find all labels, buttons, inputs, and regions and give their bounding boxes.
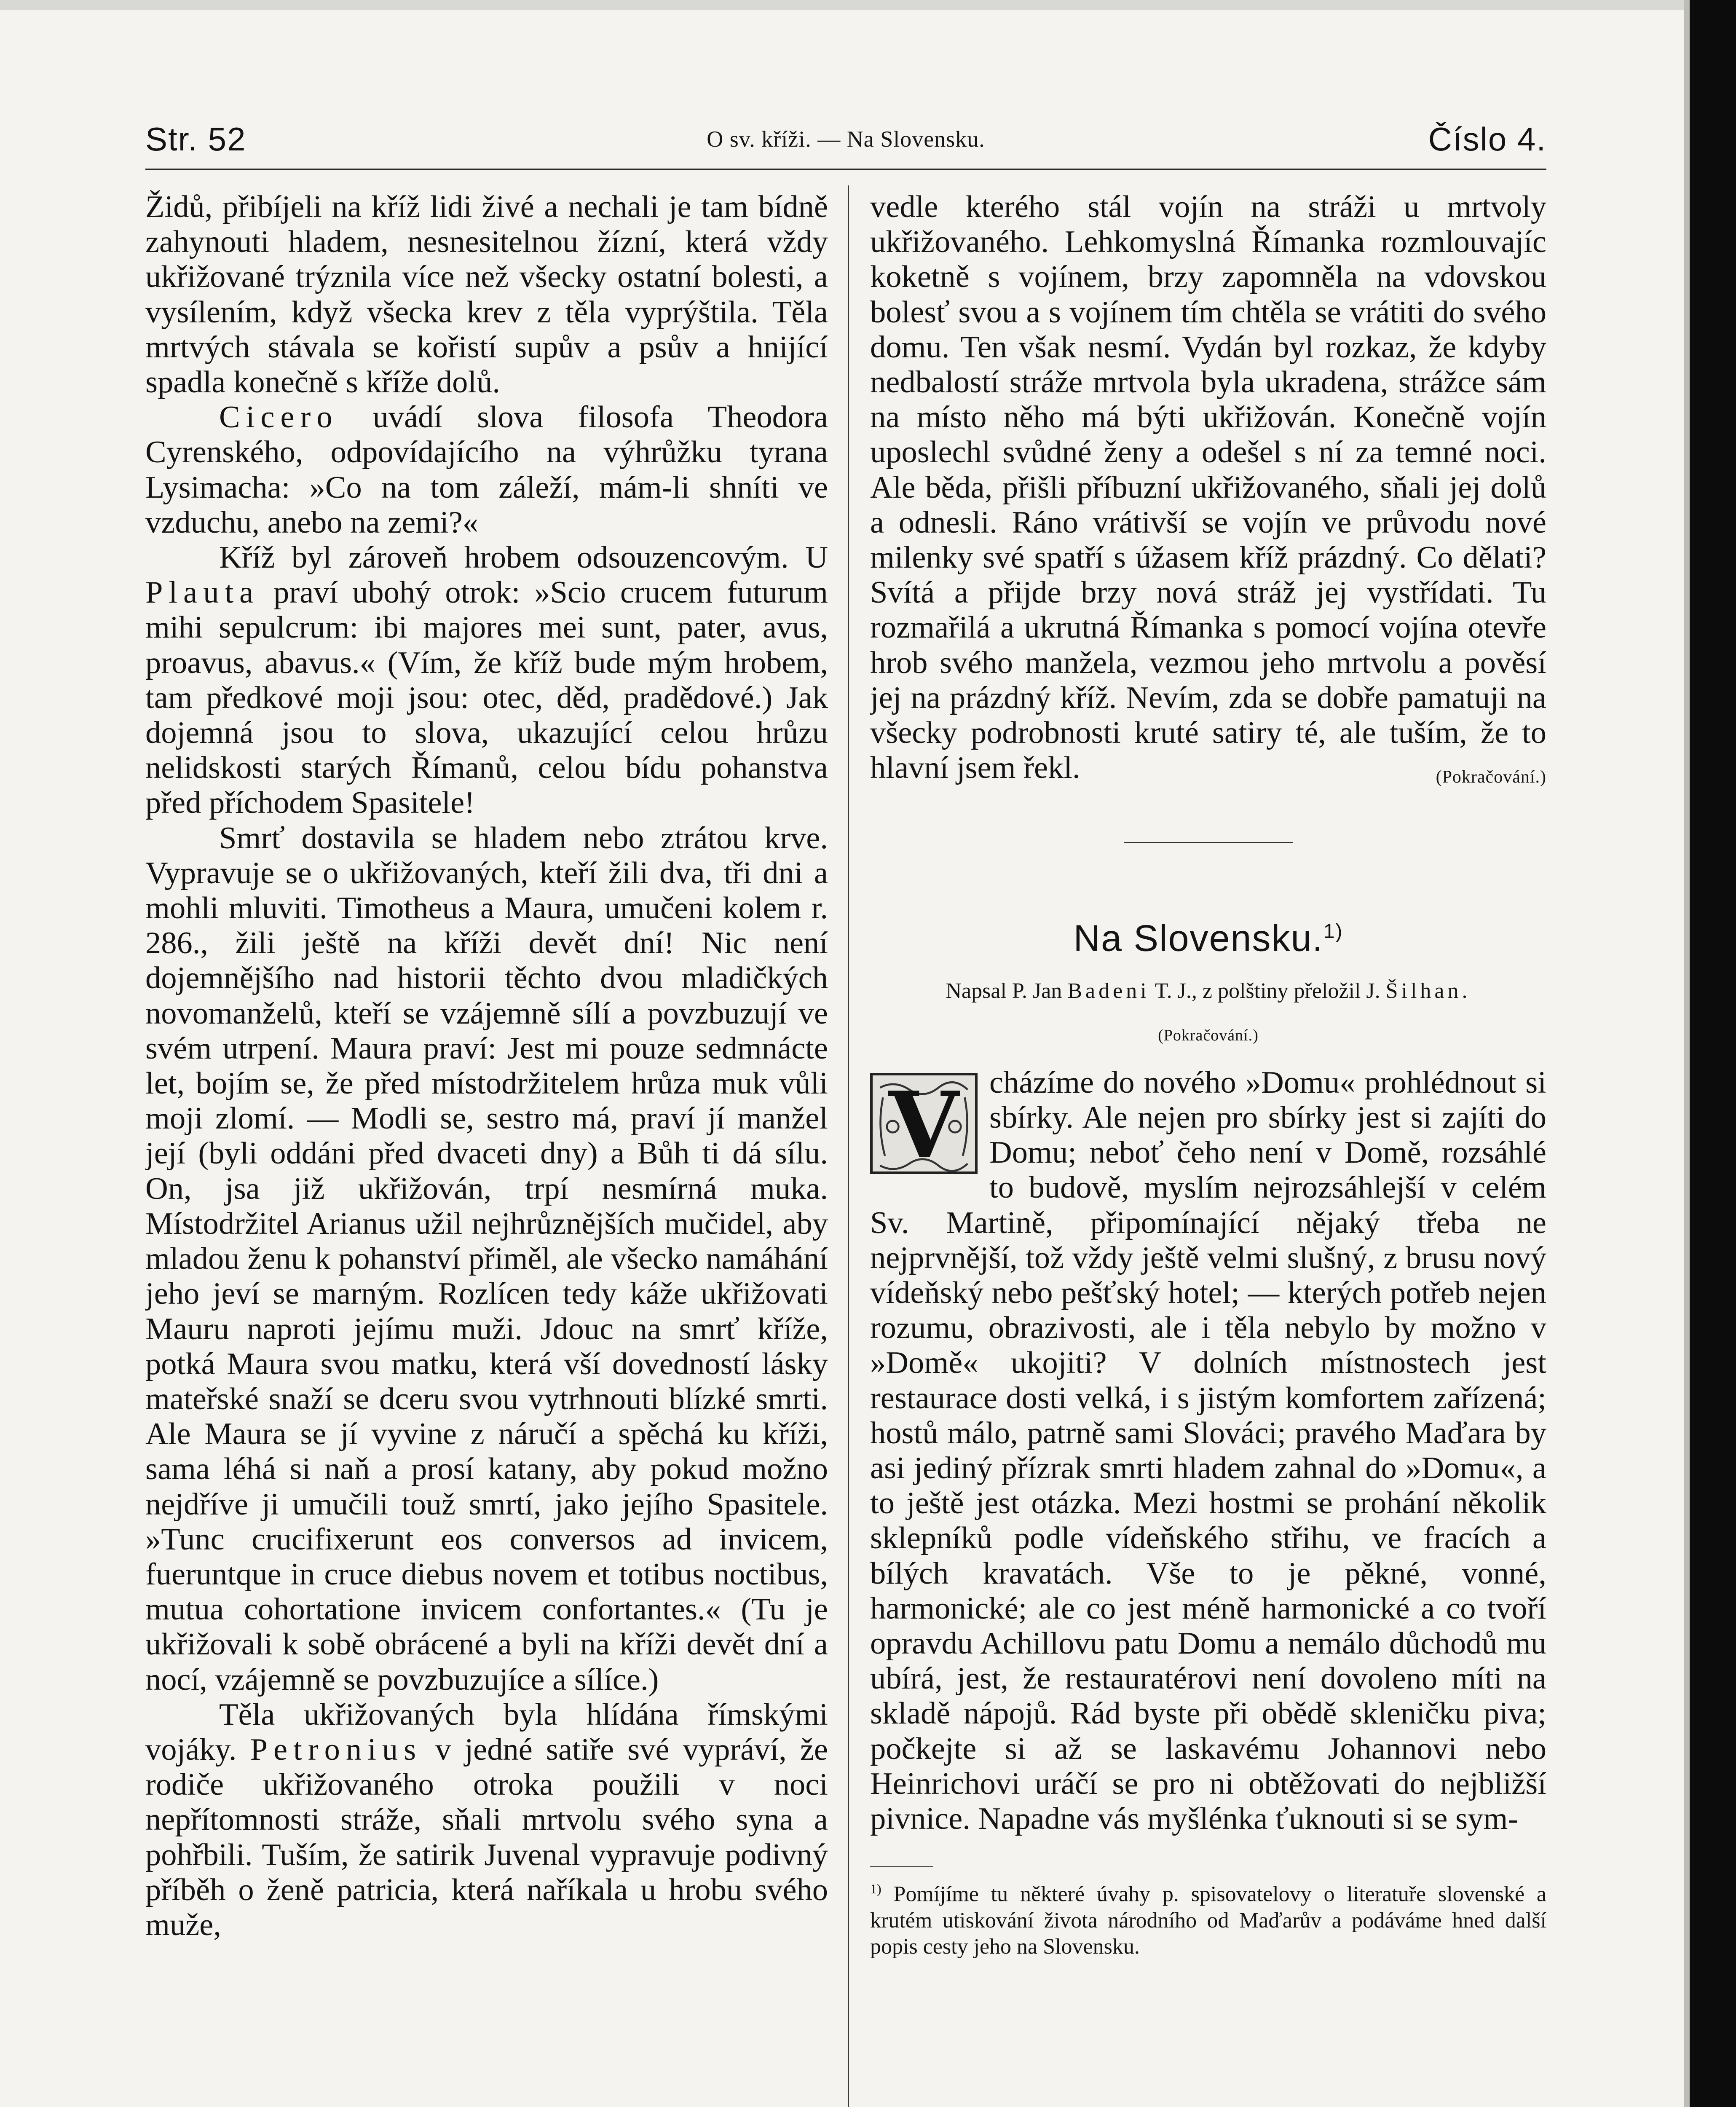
paragraph [145, 190, 828, 400]
spaced-name: Petronius [250, 1732, 422, 1767]
article-body [870, 1065, 1546, 1960]
translator-name: Šilhan. [1385, 978, 1471, 1003]
author-name: Badeni [1067, 978, 1150, 1003]
paragraph-text: praví ubohý otrok: »Scio crucem futurum mihi sepulcrum: ibi majores mei sunt, pater, avus, proavus, abavus.« (Vím, že kříž bude mým hrobem, tam předkové moji jsou: otec, děd, pradědové.) Jak dojemná jsou to slova, ukazující celou hrůzu nelidskosti starých Římanů, celou bídu pohanstva před příchodem Spasitele! [145, 575, 828, 820]
paragraph [145, 400, 828, 540]
page-number: Str. 52 [145, 121, 246, 158]
continued-note: (Pokračování.) [1436, 767, 1546, 787]
paragraph-text: Smrť dostavila se hladem nebo ztrátou krve. Vypravuje se o ukřižovaných, kteří žili dva, tři dni a mohli mluviti. Timotheus a Maura, umučeni kolem r. 286., žili ještě na kříži devět dní! Nic není dojemnějšího nad historii těchto dvou mladičkých novomanželů, kteří se vzájemně sílí a povzbuzují ve svém utrpení. Maura praví: Jest mi pouze sedmnácte let, bojím se, že před místodržitelem hrůza muk vůli moji zlomí. — Modli se, sestro má, praví jí manžel její (byli oddáni před dvaceti dny) a Bůh ti dá sílu. On, jsa již ukřižován, trpí nesmírná muka. Místodržitel Arianus užil nejhrůznějších mučidel, aby mladou ženu k pohanství přiměl, ale všecko namáhání jeho jeví se marným. Rozlícen tedy káže ukřižovati Mauru naproti jejímu muži. Jdouc na smrť kříže, potká Maura svou matku, která vší dovedností lásky mateřské snaží se dceru svou vytrhnouti blízké smrti. Ale Maura se jí vyvine z náručí a spěchá ku kříži, sama léhá si naň a prosí katany, aby pokud možno nejdříve ji umučili touž smrtí, jako jejího Spasitele. »Tunc crucifixerunt eos conversos ad invicem, fueruntque in cruce diebus novem et totibus noctibus, mutua cohortatione invicem confortantes.« (Tu je ukřižovali k sobě obrácené a byli na kříži devět dní a nocí, vzájemně se povzbuzujíce a sílíce.) [145, 820, 828, 1697]
article-title-text: Na Slovensku. [1073, 917, 1323, 959]
page-header [145, 120, 1546, 166]
header-rule [145, 169, 1546, 170]
right-column [870, 190, 1546, 2107]
paragraph-text: jsem řekl. [956, 751, 1080, 785]
paragraph-text: Židů, přibíjeli na kříž lidi živé a nechali je tam bídně zahynouti hladem, nesnesitelnou žízní, která vždy ukřižované trýznila více než všecky ostatní bolesti, a vysílením, když všecka krev z těla vyprýštila. Těla mrtvých stávala se kořistí supův a psův a hnijící spadla konečně s kříže dolů. [145, 190, 828, 400]
footnote-rule [870, 1866, 933, 1867]
scan-dark-border [1690, 0, 1736, 2107]
paragraph [145, 1697, 828, 1943]
scan-top-edge [0, 0, 1736, 10]
spaced-name: Cicero [219, 400, 338, 435]
scan-page-edge [1684, 0, 1690, 2107]
paragraph [870, 1065, 1546, 1836]
left-column [145, 190, 828, 2107]
paragraph-text: Kříž byl zároveň hrobem odsouzencovým. U [219, 540, 828, 575]
column-divider [848, 185, 849, 2107]
ornamental-initial [870, 1071, 978, 1178]
paragraph [145, 821, 828, 1697]
footnote-ref: 1) [1323, 920, 1343, 943]
paragraph-text: Těla ukřižovaných byla hlídána římskými vojáky. [145, 1697, 828, 1767]
byline-text: Napsal P. Jan [946, 978, 1062, 1003]
paragraph [870, 190, 1546, 785]
running-title: O sv. kříži. — Na Slovensku. [707, 126, 985, 152]
footnote-mark: 1) [870, 1881, 881, 1897]
footnote [870, 1876, 1546, 1960]
byline [870, 974, 1546, 1008]
paragraph [145, 540, 828, 821]
initial-letter: V [889, 1071, 959, 1178]
footnote-text: Pomíjíme tu některé úvahy p. spisovatelovy o literatuře slovenské a krutém utiskování života národního od Maďarův a podáváme hned další popis cesty jeho na Slovensku. [870, 1882, 1546, 1959]
article-title [870, 909, 1546, 961]
byline-text: T. J., z polštiny přeložil J. [1155, 978, 1380, 1003]
spaced-name: Plauta [145, 575, 260, 610]
paragraph-text: vedle kterého stál vojín na stráži u mrtvoly ukřižovaného. Lehkomyslná Římanka rozmlouvajíc koketně s vojínem, brzy zapomněla na vdovskou bolesť svou a s vojínem tím chtěla se vrátiti do svého domu. Ten však nesmí. Vydán byl rozkaz, že kdyby nedbalostí stráže mrtvola byla ukradena, strážce sám na místo něho má býti ukřižován. Konečně vojín uposlechl svůdné ženy a odešel s ní za temné noci. Ale běda, přišli příbuzní ukřižovaného, sňali jej dolů a odnesli. Ráno vrátivší se vojín ve průvodu nové milenky své spatří s úžasem kříž prázdný. Co dělati? Svítá a přijde brzy nová stráž jej vystřídati. Tu rozmařilá a ukrutná Římanka s pomocí vojína otevře hrob svého manžela, vezmou jeho mrtvolu a pověsí jej na prázdný kříž. Nevím, zda se dobře pamatuji na všecky podrobnosti kruté satiry té, ale tuším, že to hlavní [870, 190, 1546, 785]
paragraph-text: v jedné satiře své vypráví, že rodiče ukřižovaného otroka použili v noci nepřítomnosti stráže, sňali mrtvolu svého syna a pohřbili. Tuším, že satirik Juvenal vypravuje podivný příběh o ženě patricia, která naříkala u hrobu svého muže, [145, 1732, 828, 1942]
section-rule [1124, 842, 1293, 843]
continued-note: (Pokračování.) [1158, 1026, 1259, 1044]
issue-number: Číslo 4. [1428, 121, 1546, 158]
paragraph-text: cházíme do nového »Domu« prohlédnout si sbírky. Ale nejen pro sbírky jest si zajíti do Domu; neboť čeho není v Domě, rozsáhlé to budově, myslím nejrozsáhlejší v celém Sv. Martině, připomínající nějaký třeba ne nejprvnější, tož vždy ještě velmi slušný, z brusu nový vídeňský nebo pešťský hotel; — kterých potřeb nejen rozumu, obrazivosti, ale i těla nebylo by možno v »Domě« ukojiti? V dolních místnostech jest restaurace dosti velká, i s jistým komfortem zařízená; hostů málo, patrně sami Slováci; pravého Maďara by asi jediný přízrak smrti hladem zahnal do »Domu«, a to ještě jest otázka. Mezi hostmi se prohání několik sklepníků podle vídeňského střihu, ve fracích a bílých kravatách. Vše to je pěkné, vonné, harmonické; ale co jest méně harmonické a co tvoří opravdu Achillovu patu Domu a nemálo důchodů mu ubírá, jest, že restauratérovi není dovoleno míti na skladě nápojů. Rád byste při obědě skleničku piva; počkejte si až se laskavému Johannovi nebo Heinrichovi uráčí se pro ni obtěžovati do nejbližší pivnice. Napadne vás myšlénka ťuknouti si se sym- [870, 1065, 1546, 1836]
paragraph-text: uvádí slova filosofa Theodora Cyrenského, odpovídajícího na výhrůžku tyrana Lysimacha: »Co na tom záleží, mám-li shníti ve vzduchu, anebo na zemi?« [145, 400, 828, 540]
